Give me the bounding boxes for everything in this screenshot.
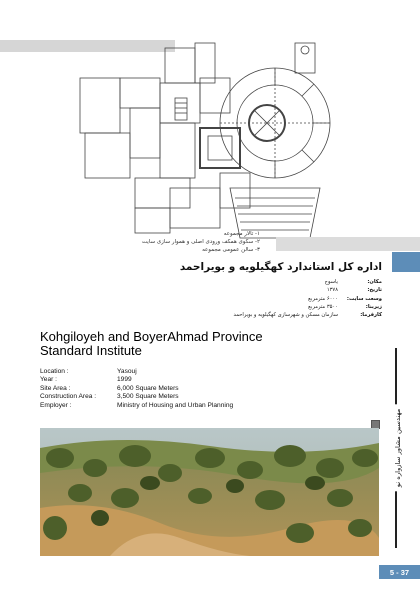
english-info-row (40, 402, 233, 410)
plan-legend-item: ۱- تالار مجموعه (223, 231, 260, 237)
persian-info-value: ۳۵۰۰ مترمربع (308, 303, 338, 310)
plan-legend (140, 230, 260, 254)
english-info-key: Site Area : (40, 384, 71, 392)
persian-info-label: مکان: (367, 279, 382, 285)
english-info-row (40, 393, 233, 401)
persian-info-row (82, 278, 382, 286)
persian-project-info (82, 261, 382, 319)
section-accent-tab (392, 252, 420, 272)
site-photo (40, 428, 379, 556)
plan-legend-item: ۲- سکوی همکف ورودی اصلی و هموار سازی سایت (141, 239, 260, 245)
english-info-value: 3,500 Square Meters (117, 393, 179, 401)
english-title (40, 330, 380, 358)
english-info-row (40, 376, 233, 384)
persian-info-row (82, 303, 382, 311)
page-number-badge: 5 - 37 (379, 565, 420, 579)
persian-info-value: سازمان مسکن و شهرسازی کهگیلویه و بویراحمد (233, 312, 338, 319)
vertical-firm-label: مهندسین مشاور سازواره نو (394, 405, 402, 492)
english-info-value: 1999 (117, 376, 132, 384)
persian-info-row (82, 295, 382, 303)
english-title-line: Kohgiloyeh and BoyerAhmad Province (40, 329, 263, 344)
persian-info-value: یاسوج (324, 279, 338, 285)
english-project-info (40, 368, 233, 410)
english-info-value: Yasouj (117, 368, 137, 375)
english-info-key: Location : (40, 368, 69, 375)
english-info-value: 6,000 Square Meters (117, 384, 179, 392)
floor-plan-drawing (60, 38, 360, 248)
english-info-value: Ministry of Housing and Urban Planning (117, 401, 234, 409)
persian-info-label: تاریخ: (367, 287, 382, 294)
english-info-row (40, 368, 233, 376)
english-info-key: Employer : (40, 401, 72, 409)
english-title-line: Standard Institute (40, 343, 142, 358)
persian-info-row (82, 311, 382, 319)
persian-info-value: ۱۳۷۸ (326, 287, 338, 294)
english-info-key: Construction Area : (40, 393, 97, 401)
plan-legend-item: ۳- سالن عمومی مجموعه (202, 247, 260, 253)
section-gray-band (276, 237, 420, 251)
persian-info-row (82, 286, 382, 294)
persian-title: اداره کل استاندارد کهگیلویه و بویراحمد (179, 261, 382, 273)
persian-info-label: کارفرما: (360, 312, 382, 319)
english-info-row (40, 385, 233, 393)
vertical-label-container (391, 348, 405, 548)
english-info-key: Year : (40, 376, 57, 384)
persian-info-value: ۶۰۰۰ مترمربع (308, 295, 338, 302)
persian-info-label: وسعت سایت: (346, 295, 382, 302)
persian-info-label: زیربنا: (365, 303, 382, 310)
